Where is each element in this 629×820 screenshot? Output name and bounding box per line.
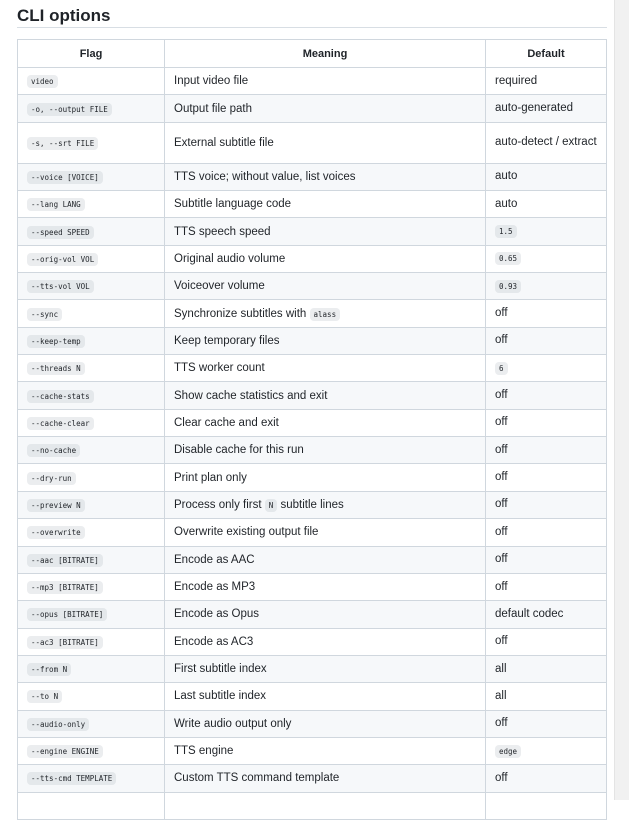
flag-cell [18,163,165,190]
table-row [18,327,607,354]
flag-cell [18,95,165,122]
flag-cell [18,519,165,546]
flag-cell [18,491,165,518]
default-code: edge [495,745,521,758]
table-row [18,163,607,190]
flag-cell [18,683,165,710]
default-cell [486,218,607,245]
document-content [17,0,607,785]
meaning-cell: Custom TTS command template [165,765,486,792]
meaning-cell [165,300,486,327]
table-row [18,382,607,409]
default-cell [486,737,607,764]
flag-cell [18,300,165,327]
default-cell: all [486,655,607,682]
default-cell [486,355,607,382]
flag-code: --preview N [27,499,85,512]
meaning-cell: Voiceover volume [165,273,486,300]
flag-cell [18,382,165,409]
flag-cell [18,792,165,819]
meaning-cell: TTS worker count [165,355,486,382]
meaning-cell: Last subtitle index [165,683,486,710]
default-cell: off [486,464,607,491]
meaning-cell: TTS engine [165,737,486,764]
default-cell: off [486,327,607,354]
table-row [18,409,607,436]
default-cell: auto-generated [486,95,607,122]
table-row [18,300,607,327]
default-cell: off [486,710,607,737]
table-row [18,792,607,819]
meaning-cell: Input video file [165,68,486,95]
default-cell: off [486,573,607,600]
table-row [18,601,607,628]
default-code: 1.5 [495,225,517,238]
table-row [18,491,607,518]
default-cell [486,792,607,819]
default-cell: off [486,382,607,409]
default-cell: all [486,683,607,710]
flag-code: -s, --srt FILE [27,137,98,150]
flag-cell [18,655,165,682]
default-cell [486,245,607,272]
flag-cell [18,68,165,95]
table-row [18,546,607,573]
flag-code: --opus [BITRATE] [27,608,107,621]
default-code: 0.65 [495,252,521,265]
meaning-cell: Output file path [165,95,486,122]
flag-cell [18,628,165,655]
meaning-cell: Disable cache for this run [165,437,486,464]
cli-options-table [17,39,607,820]
header-default: Default [486,40,607,68]
flag-code: --tts-vol VOL [27,280,94,293]
flag-cell [18,437,165,464]
header-meaning: Meaning [165,40,486,68]
meaning-cell: TTS speech speed [165,218,486,245]
table-header-row [18,40,607,68]
flag-code: --speed SPEED [27,226,94,239]
meaning-cell [165,491,486,518]
meaning-cell [165,792,486,819]
default-cell: off [486,409,607,436]
flag-code: --audio-only [27,718,89,731]
meaning-cell: Encode as MP3 [165,573,486,600]
default-cell: off [486,437,607,464]
flag-code: -o, --output FILE [27,103,112,116]
table-row [18,710,607,737]
flag-code: --orig-vol VOL [27,253,98,266]
scrollbar[interactable] [614,0,629,800]
flag-code: --sync [27,308,62,321]
default-cell [486,273,607,300]
table-row [18,95,607,122]
flag-code: --aac [BITRATE] [27,554,103,567]
table-row [18,765,607,792]
flag-code: --cache-stats [27,390,94,403]
flag-cell [18,355,165,382]
table-row [18,68,607,95]
table-row [18,273,607,300]
flag-cell [18,573,165,600]
section-heading: CLI options [17,6,111,25]
flag-cell [18,546,165,573]
default-cell: off [486,628,607,655]
flag-cell [18,409,165,436]
default-code: 6 [495,362,508,375]
flag-cell [18,327,165,354]
flag-code: --cache-clear [27,417,94,430]
default-cell: off [486,491,607,518]
table-row [18,628,607,655]
flag-code: video [27,75,58,88]
flag-code: --voice [VOICE] [27,171,103,184]
meaning-cell: Encode as AAC [165,546,486,573]
flag-code: --threads N [27,362,85,375]
meaning-cell: Original audio volume [165,245,486,272]
table-row [18,122,607,163]
table-row [18,218,607,245]
meaning-cell: Overwrite existing output file [165,519,486,546]
flag-code: --dry-run [27,472,76,485]
table-row [18,437,607,464]
meaning-cell: Show cache statistics and exit [165,382,486,409]
heading-divider [17,27,607,28]
default-cell: default codec [486,601,607,628]
meaning-code: alass [310,308,341,321]
flag-cell [18,191,165,218]
table-row [18,464,607,491]
flag-code: --overwrite [27,526,85,539]
flag-code: --engine ENGINE [27,745,103,758]
default-cell: auto-detect / extract [486,122,607,163]
flag-cell [18,464,165,491]
meaning-text: Process only first [174,498,262,511]
table-row [18,737,607,764]
meaning-cell: Write audio output only [165,710,486,737]
flag-code: --tts-cmd TEMPLATE [27,772,116,785]
default-cell: required [486,68,607,95]
table-row [18,573,607,600]
table-row [18,655,607,682]
flag-cell [18,737,165,764]
table-row [18,355,607,382]
default-cell: auto [486,163,607,190]
flag-code: --no-cache [27,444,80,457]
header-flag: Flag [18,40,165,68]
table-row [18,191,607,218]
flag-cell [18,601,165,628]
meaning-text: Synchronize subtitles with [174,307,307,320]
flag-code: --ac3 [BITRATE] [27,636,103,649]
default-code: 0.93 [495,280,521,293]
meaning-cell: First subtitle index [165,655,486,682]
meaning-cell: Encode as Opus [165,601,486,628]
meaning-cell: Clear cache and exit [165,409,486,436]
flag-code: --from N [27,663,71,676]
flag-cell [18,122,165,163]
flag-cell [18,765,165,792]
flag-cell [18,273,165,300]
default-cell: auto [486,191,607,218]
meaning-cell: Keep temporary files [165,327,486,354]
flag-cell [18,245,165,272]
meaning-cell: TTS voice; without value, list voices [165,163,486,190]
default-cell: off [486,546,607,573]
table-row [18,683,607,710]
meaning-cell: Print plan only [165,464,486,491]
default-cell: off [486,300,607,327]
flag-code: --lang LANG [27,198,85,211]
meaning-text: subtitle lines [280,498,344,511]
flag-cell [18,710,165,737]
flag-code: --keep-temp [27,335,85,348]
meaning-code: N [265,499,278,512]
flag-code: --to N [27,690,62,703]
meaning-cell: Subtitle language code [165,191,486,218]
default-cell: off [486,519,607,546]
table-row [18,519,607,546]
meaning-cell: Encode as AC3 [165,628,486,655]
default-cell: off [486,765,607,792]
table-row [18,245,607,272]
meaning-cell: External subtitle file [165,122,486,163]
flag-cell [18,218,165,245]
flag-code: --mp3 [BITRATE] [27,581,103,594]
